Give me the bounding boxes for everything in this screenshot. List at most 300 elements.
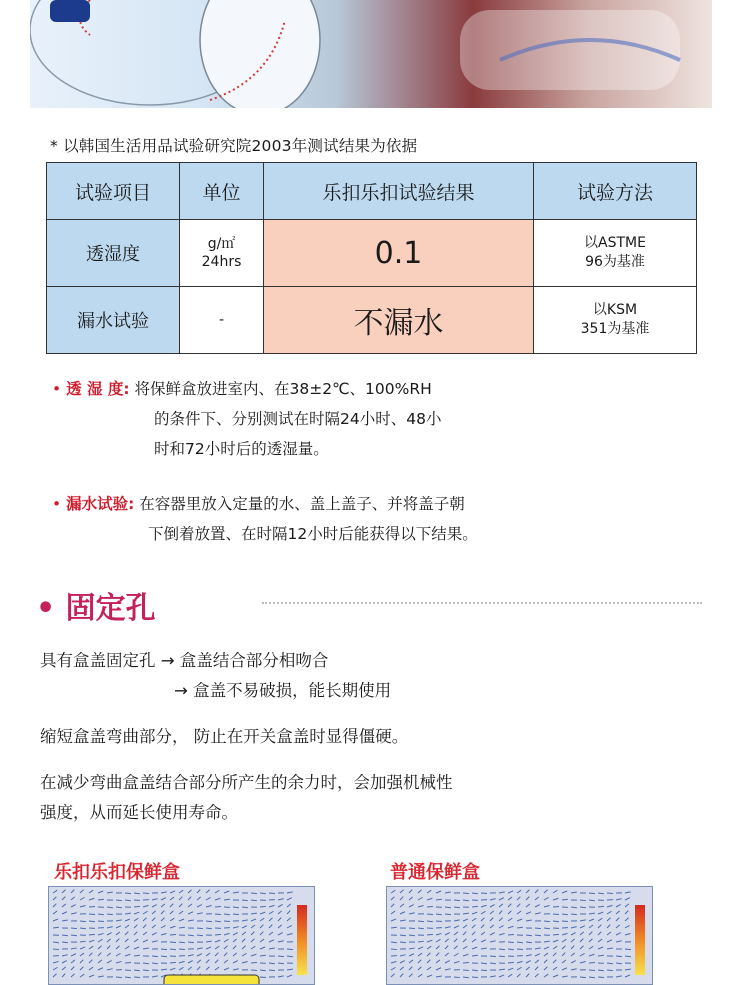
vector-stroke — [188, 955, 194, 956]
test-source-note: * 以韩国生活用品试验研究院2003年测试结果为依据 — [50, 134, 417, 156]
vector-stroke — [499, 898, 504, 900]
vector-stroke — [409, 974, 413, 977]
vector-stroke — [134, 925, 137, 928]
vector-stroke — [152, 925, 156, 928]
vector-stroke — [251, 932, 254, 935]
vector-stroke — [62, 897, 65, 900]
vector-stroke — [463, 954, 468, 956]
vector-stroke — [625, 892, 631, 893]
stress-simulation-ordinary — [386, 886, 653, 985]
vector-stroke — [490, 905, 495, 907]
vector-stroke — [580, 900, 586, 901]
vector-stroke — [436, 953, 439, 956]
vector-stroke — [499, 918, 503, 921]
vector-stroke — [107, 892, 113, 893]
paragraph-line: 在减少弯曲盒盖结合部分所产生的余力时，会加强机械性 — [40, 768, 453, 798]
vector-stroke — [71, 967, 74, 970]
vector-stroke — [116, 932, 120, 935]
vector-stroke — [445, 939, 449, 942]
vector-stroke — [508, 934, 514, 935]
vector-stroke — [499, 911, 502, 914]
vector-stroke — [260, 977, 266, 978]
vector-stroke — [278, 941, 284, 942]
vector-stroke — [287, 956, 293, 957]
vector-stroke — [544, 890, 548, 893]
definition-term: 漏水试验: — [66, 495, 134, 513]
vector-stroke — [125, 900, 131, 901]
vector-stroke — [607, 918, 610, 921]
vector-stroke — [188, 961, 193, 963]
section-divider — [262, 602, 702, 604]
vector-stroke — [116, 961, 122, 963]
vector-stroke — [517, 961, 523, 963]
definition-line: 的条件下、分别测试在时隔24小时、48小 — [52, 404, 441, 434]
vector-stroke — [143, 963, 149, 964]
vector-stroke — [463, 925, 467, 928]
vector-stroke — [80, 967, 83, 970]
vector-stroke — [80, 953, 84, 956]
vector-stroke — [125, 932, 128, 935]
vector-stroke — [269, 911, 273, 914]
vector-stroke — [409, 948, 415, 949]
vector-stroke — [215, 940, 220, 942]
vector-stroke — [517, 904, 520, 907]
vector-stroke — [607, 940, 612, 942]
vector-stroke — [233, 914, 239, 915]
vector-stroke — [427, 898, 432, 900]
vector-stroke — [526, 897, 529, 900]
vector-stroke — [98, 939, 103, 942]
row-item: 透湿度 — [47, 220, 180, 287]
vector-stroke — [535, 935, 541, 936]
vector-stroke — [580, 961, 586, 963]
vector-stroke — [188, 904, 192, 907]
row-unit: g/㎡ 24hrs — [180, 220, 264, 287]
vector-stroke — [481, 963, 487, 964]
vector-stroke — [463, 939, 466, 942]
vector-stroke — [418, 974, 422, 977]
vector-stroke — [89, 921, 95, 922]
vector-stroke — [53, 897, 56, 900]
vector-stroke — [125, 913, 131, 914]
vector-stroke — [571, 933, 576, 935]
vector-stroke — [409, 905, 414, 907]
vector-stroke — [179, 911, 183, 914]
vector-stroke — [224, 939, 228, 942]
vector-stroke — [251, 913, 257, 914]
paragraph-line: 具有盒盖固定孔 → 盒盖结合部分相吻合 — [40, 646, 391, 676]
vector-stroke — [562, 960, 566, 963]
vector-stroke — [562, 914, 568, 915]
vector-stroke — [454, 907, 460, 908]
vector-stroke — [625, 975, 630, 977]
vector-stroke — [436, 899, 442, 900]
vector-stroke — [80, 928, 86, 929]
vector-stroke — [409, 967, 412, 970]
vector-stroke — [224, 914, 230, 915]
vector-stroke — [116, 977, 122, 978]
vector-stroke — [526, 974, 529, 977]
vector-stroke — [418, 921, 424, 922]
vector-stroke — [224, 891, 229, 893]
vector-stroke — [251, 954, 256, 956]
vector-stroke — [278, 911, 282, 914]
vector-stroke — [188, 935, 194, 936]
vector-stroke — [197, 967, 200, 970]
vector-stroke — [134, 970, 140, 971]
vector-stroke — [589, 977, 595, 978]
vector-stroke — [553, 946, 557, 949]
vector-stroke — [242, 926, 247, 928]
vector-stroke — [170, 918, 174, 921]
stress-simulation-locklock — [48, 886, 315, 985]
vector-stroke — [553, 921, 559, 922]
vector-stroke — [598, 947, 603, 949]
vector-stroke — [116, 939, 119, 942]
vector-stroke — [116, 907, 122, 908]
vector-stroke — [391, 897, 394, 900]
vector-stroke — [161, 898, 166, 900]
vector-stroke — [535, 960, 539, 963]
test-results-table — [46, 162, 697, 354]
vector-stroke — [53, 974, 57, 977]
vector-stroke — [224, 968, 229, 970]
vector-stroke — [598, 925, 601, 928]
vector-stroke — [526, 890, 530, 893]
vector-stroke — [499, 933, 505, 935]
vector-stroke — [278, 956, 284, 957]
vector-stroke — [562, 976, 568, 977]
paragraph-bend: 缩短盒盖弯曲部分， 防止在开关盒盖时显得僵硬。 — [40, 722, 408, 752]
vector-stroke — [197, 897, 201, 900]
vector-stroke — [251, 919, 256, 921]
vector-stroke — [134, 939, 138, 942]
vector-stroke — [170, 949, 176, 950]
vector-stroke — [179, 942, 185, 943]
vector-stroke — [427, 953, 430, 956]
vector-stroke — [490, 941, 496, 942]
vector-stroke — [436, 914, 442, 915]
vector-stroke — [179, 904, 182, 907]
vector-stroke — [143, 970, 149, 971]
vector-stroke — [170, 911, 173, 914]
vector-stroke — [98, 891, 103, 893]
vector-stroke — [179, 967, 183, 970]
vector-stroke — [544, 928, 550, 929]
vector-stroke — [278, 904, 283, 907]
vector-stroke — [224, 946, 228, 949]
vector-stroke — [233, 927, 239, 928]
vector-stroke — [161, 933, 167, 935]
vector-stroke — [508, 897, 512, 900]
vector-stroke — [607, 905, 612, 907]
vector-stroke — [89, 906, 95, 907]
vector-stroke — [107, 914, 113, 915]
vector-stroke — [472, 912, 477, 914]
vector-stroke — [269, 948, 275, 949]
vector-stroke — [544, 947, 549, 949]
vector-stroke — [89, 946, 93, 949]
vector-stroke — [260, 932, 263, 935]
vector-stroke — [62, 967, 66, 970]
vector-stroke — [260, 906, 266, 907]
definition-line: 下倒着放置、在时隔12小时后能获得以下结果。 — [52, 519, 478, 549]
row-method: 以KSM 351为基准 — [534, 287, 697, 354]
vector-stroke — [400, 942, 406, 943]
vector-stroke — [499, 925, 504, 928]
vector-stroke — [233, 907, 239, 908]
vector-stroke — [260, 925, 263, 928]
vector-stroke — [233, 953, 237, 956]
vector-stroke — [481, 932, 485, 935]
vector-stroke — [409, 954, 414, 956]
vector-stroke — [98, 914, 104, 915]
vector-stroke — [260, 912, 265, 914]
vector-stroke — [418, 928, 424, 929]
vector-stroke — [616, 911, 620, 914]
vector-stroke — [107, 946, 110, 949]
vector-stroke — [499, 904, 503, 907]
vector-stroke — [445, 946, 448, 949]
vector-stroke — [62, 935, 68, 936]
vector-stroke — [188, 967, 192, 970]
vector-stroke — [436, 976, 442, 977]
vector-stroke — [445, 927, 451, 928]
vector-stroke — [598, 893, 604, 894]
vector-stroke — [571, 914, 577, 915]
vector-stroke — [269, 963, 275, 964]
vector-stroke — [598, 977, 604, 978]
vector-stroke — [53, 942, 59, 943]
vector-stroke — [215, 898, 220, 900]
vector-stroke — [233, 939, 237, 942]
vector-stroke — [242, 900, 248, 901]
vector-stroke — [508, 918, 512, 921]
vector-stroke — [62, 942, 68, 943]
vector-stroke — [71, 905, 76, 907]
vector-stroke — [535, 905, 540, 907]
vector-stroke — [251, 893, 257, 894]
vector-stroke — [269, 940, 274, 942]
vector-stroke — [260, 939, 264, 942]
vector-stroke — [544, 960, 547, 963]
vector-stroke — [589, 893, 595, 894]
vector-stroke — [152, 963, 158, 964]
vector-stroke — [89, 975, 94, 977]
definition-leak-test — [52, 489, 478, 549]
vector-stroke — [589, 939, 592, 942]
vector-stroke — [107, 907, 113, 908]
vector-stroke — [535, 948, 541, 949]
section-title-text: 固定孔 — [66, 591, 156, 626]
vector-stroke — [251, 939, 254, 942]
vector-stroke — [499, 956, 505, 957]
vector-stroke — [535, 974, 539, 977]
vector-stroke — [400, 904, 404, 907]
vector-stroke — [526, 955, 532, 956]
vector-stroke — [472, 918, 476, 921]
vector-stroke — [454, 953, 459, 956]
vector-stroke — [224, 953, 227, 956]
vector-stroke — [197, 948, 203, 949]
vector-stroke — [400, 912, 405, 914]
header-method: 试验方法 — [534, 163, 697, 220]
vector-stroke — [418, 890, 422, 893]
vector-stroke — [454, 932, 458, 935]
vector-stroke — [616, 976, 622, 977]
vector-stroke — [391, 974, 395, 977]
vector-stroke — [580, 920, 586, 921]
vector-stroke — [454, 946, 458, 949]
vector-stroke — [71, 954, 76, 956]
vector-stroke — [391, 919, 396, 921]
vector-stroke — [53, 904, 56, 907]
vector-stroke — [589, 962, 595, 963]
vector-stroke — [125, 954, 130, 956]
vector-stroke — [62, 955, 68, 956]
vector-stroke — [499, 892, 505, 893]
vector-stroke — [233, 892, 239, 893]
vector-stroke — [53, 967, 58, 970]
vector-stroke — [242, 920, 248, 921]
vector-stroke — [143, 925, 146, 928]
vector-stroke — [517, 967, 521, 970]
vector-stroke — [89, 934, 95, 935]
vector-stroke — [269, 932, 273, 935]
vector-stroke — [490, 933, 495, 935]
vector-stroke — [427, 946, 431, 949]
vector-stroke — [197, 913, 203, 914]
vector-stroke — [553, 953, 556, 956]
vector-stroke — [580, 907, 586, 908]
row-result: 0.1 — [264, 220, 534, 287]
vector-stroke — [490, 956, 496, 957]
vector-stroke — [472, 977, 478, 978]
vector-stroke — [625, 956, 631, 957]
vector-stroke — [571, 939, 575, 942]
vector-stroke — [242, 939, 245, 942]
vector-stroke — [625, 949, 631, 950]
vector-stroke — [98, 953, 101, 956]
vector-stroke — [517, 890, 521, 893]
vector-stroke — [598, 955, 604, 956]
vector-stroke — [526, 912, 531, 914]
vector-stroke — [562, 899, 568, 900]
vector-stroke — [436, 946, 440, 949]
vector-stroke — [472, 906, 478, 907]
vector-stroke — [89, 967, 93, 970]
vector-stroke — [571, 969, 577, 970]
vector-stroke — [508, 974, 512, 977]
vector-stroke — [427, 967, 431, 970]
vector-stroke — [125, 925, 129, 928]
vector-stroke — [544, 953, 548, 956]
vector-stroke — [400, 955, 406, 956]
vector-stroke — [445, 969, 451, 970]
vector-stroke — [589, 925, 593, 928]
vector-stroke — [206, 967, 209, 970]
vector-stroke — [242, 961, 248, 963]
vector-stroke — [445, 933, 450, 935]
vector-stroke — [125, 919, 130, 921]
vector-stroke — [472, 939, 476, 942]
caption-ordinary-box: 普通保鲜盒 — [390, 858, 480, 884]
vector-stroke — [179, 897, 182, 900]
vector-stroke — [400, 920, 406, 921]
vector-stroke — [71, 974, 75, 977]
vector-stroke — [134, 906, 140, 907]
vector-stroke — [215, 890, 219, 893]
vector-stroke — [269, 893, 275, 894]
vector-stroke — [287, 925, 292, 928]
vector-stroke — [143, 905, 149, 907]
vector-stroke — [535, 928, 541, 929]
vector-stroke — [287, 934, 293, 935]
vector-stroke — [400, 967, 404, 970]
vector-stroke — [517, 919, 522, 921]
vector-stroke — [134, 947, 139, 949]
vector-stroke — [598, 970, 604, 971]
vector-stroke — [391, 927, 397, 928]
vector-stroke — [206, 890, 210, 893]
vector-stroke — [134, 932, 137, 935]
vector-stroke — [152, 905, 157, 907]
vector-stroke — [418, 967, 421, 970]
vector-stroke — [517, 942, 523, 943]
vector-stroke — [607, 925, 610, 928]
vector-stroke — [616, 941, 622, 942]
vector-stroke — [580, 977, 586, 978]
vector-stroke — [179, 890, 183, 893]
vector-stroke — [116, 926, 121, 928]
vector-stroke — [391, 942, 397, 943]
vector-stroke — [562, 891, 567, 893]
vector-stroke — [517, 974, 521, 977]
vector-stroke — [188, 920, 194, 921]
vector-stroke — [206, 921, 212, 922]
vector-stroke — [625, 925, 630, 928]
simulation-image — [49, 887, 314, 984]
row-result: 不漏水 — [264, 287, 534, 354]
vector-stroke — [278, 925, 282, 928]
vector-stroke — [436, 968, 441, 970]
vector-stroke — [418, 941, 424, 942]
vector-stroke — [481, 918, 485, 921]
vector-stroke — [287, 969, 293, 970]
vector-stroke — [98, 899, 104, 900]
vector-stroke — [481, 911, 485, 914]
vector-stroke — [179, 927, 185, 928]
vector-stroke — [454, 926, 459, 928]
vector-stroke — [143, 918, 147, 921]
vector-stroke — [526, 961, 531, 963]
vector-stroke — [508, 926, 513, 928]
vector-stroke — [625, 934, 631, 935]
vector-stroke — [197, 954, 202, 956]
vector-stroke — [409, 890, 412, 893]
vector-stroke — [436, 891, 441, 893]
vector-stroke — [517, 949, 523, 950]
vector-stroke — [553, 898, 558, 900]
vector-stroke — [544, 897, 549, 900]
vector-stroke — [125, 893, 131, 894]
vector-stroke — [125, 946, 129, 949]
vector-stroke — [53, 911, 57, 914]
vector-stroke — [553, 967, 557, 970]
paragraph-strength — [40, 768, 453, 828]
vector-stroke — [490, 918, 493, 921]
vector-stroke — [481, 905, 487, 907]
